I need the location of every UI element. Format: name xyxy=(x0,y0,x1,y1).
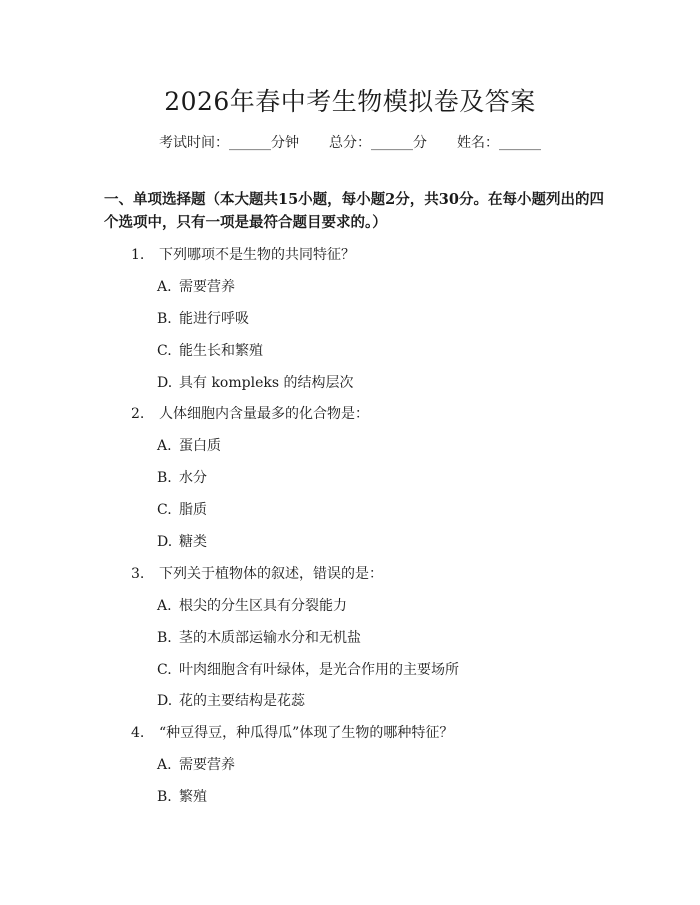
option-letter: A. xyxy=(157,279,172,295)
question-text: 下列关于植物体的叙述，错误的是： xyxy=(159,566,383,582)
question-text: 下列哪项不是生物的共同特征？ xyxy=(159,247,355,263)
option-3b xyxy=(157,627,361,647)
option-letter: C. xyxy=(157,502,172,518)
option-2a xyxy=(157,435,221,455)
option-1a xyxy=(157,276,235,296)
option-letter: B. xyxy=(157,311,172,327)
option-letter: D. xyxy=(157,693,173,709)
option-3d xyxy=(157,690,305,710)
page-title: 2026年春中考生物模拟卷及答案 xyxy=(164,87,536,116)
option-text: 需要营养 xyxy=(179,757,235,773)
option-text: 蛋白质 xyxy=(179,438,221,454)
exam-info-line xyxy=(0,132,700,152)
option-4b xyxy=(157,786,207,806)
question-number: 1. xyxy=(131,247,145,263)
option-text: 花的主要结构是花蕊 xyxy=(179,693,305,709)
option-text: 能进行呼吸 xyxy=(179,311,249,327)
option-text: 具有 kompleks 的结构层次 xyxy=(179,375,354,391)
option-letter: B. xyxy=(157,630,172,646)
question-1 xyxy=(131,244,355,264)
question-text: 人体细胞内含量最多的化合物是： xyxy=(159,406,369,422)
option-3a xyxy=(157,595,347,615)
option-letter: C. xyxy=(157,662,172,678)
option-text: 根尖的分生区具有分裂能力 xyxy=(179,598,347,614)
option-1c xyxy=(157,340,263,360)
option-letter: B. xyxy=(157,470,172,486)
option-text: 糖类 xyxy=(179,534,207,550)
option-letter: D. xyxy=(157,375,173,391)
question-number: 2. xyxy=(131,406,145,422)
option-text: 繁殖 xyxy=(179,789,207,805)
option-text: 水分 xyxy=(179,470,207,486)
option-letter: A. xyxy=(157,438,172,454)
option-3c xyxy=(157,659,459,679)
question-4 xyxy=(131,722,453,742)
option-2c xyxy=(157,499,207,519)
option-text: 能生长和繁殖 xyxy=(179,343,263,359)
option-4a xyxy=(157,754,235,774)
question-text: “种豆得豆，种瓜得瓜”体现了生物的哪种特征？ xyxy=(159,725,454,741)
section-heading: 一、单项选择题（本大题共15小题，每小题2分，共30分。在每小题列出的四个选项中，只有一项是最符合题目要求的。） xyxy=(104,191,604,231)
option-1d xyxy=(157,372,353,392)
question-number: 3. xyxy=(131,566,145,582)
option-2d xyxy=(157,531,207,551)
option-letter: B. xyxy=(157,789,172,805)
question-3 xyxy=(131,563,383,583)
option-letter: A. xyxy=(157,598,172,614)
option-1b xyxy=(157,308,249,328)
option-text: 脂质 xyxy=(179,502,207,518)
option-letter: A. xyxy=(157,757,172,773)
total-score-field: 总分：______分 xyxy=(329,135,427,151)
student-name-field: 姓名：______ xyxy=(457,135,541,151)
option-text: 需要营养 xyxy=(179,279,235,295)
question-number: 4. xyxy=(131,725,145,741)
option-text: 叶肉细胞含有叶绿体，是光合作用的主要场所 xyxy=(179,662,459,678)
exam-time-field: 考试时间：______分钟 xyxy=(159,135,299,151)
question-2 xyxy=(131,403,369,423)
option-letter: C. xyxy=(157,343,172,359)
option-2b xyxy=(157,467,207,487)
option-text: 茎的木质部运输水分和无机盐 xyxy=(179,630,361,646)
option-letter: D. xyxy=(157,534,173,550)
